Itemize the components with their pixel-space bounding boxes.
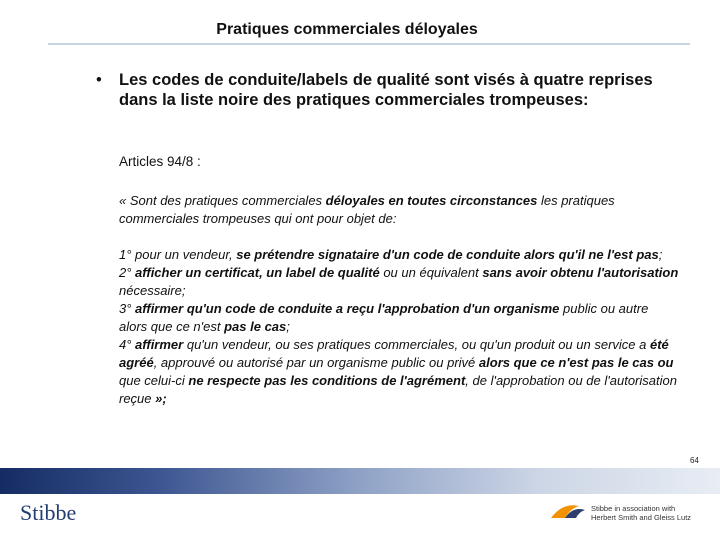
item-emphasis: affirmer qu'un code de conduite a reçu l'approbation d'un organisme [135, 301, 560, 316]
item-emphasis: alors que ce n'est pas le cas ou [478, 355, 674, 370]
partner-logo-icon [549, 500, 587, 522]
footer-gradient-bar [0, 468, 720, 494]
item-text: 1° pour un vendeur, [119, 247, 237, 262]
item-text: , de l'approbation ou de l'autorisation reçue [119, 373, 677, 406]
item-text: public ou autre alors que ce n'est [119, 301, 649, 334]
item-text: que celui-ci [119, 373, 189, 388]
item-emphasis: afficher un certificat, un label de qualité [135, 265, 380, 280]
bullet-icon: • [96, 71, 102, 89]
item-text: ou un équivalent [379, 265, 483, 280]
item-emphasis: affirmer [135, 337, 184, 352]
quote-emphasis: déloyales en toutes circonstances [325, 193, 538, 208]
bullet-text: Les codes de conduite/labels de qualité sont visés à quatre reprises dans la liste noire des pratiques commerciales trompeuses: [119, 71, 653, 109]
item-text: ; [658, 247, 663, 262]
item-emphasis: ne respecte pas les conditions de l'agrément [188, 373, 466, 388]
item-text: 2° [119, 265, 136, 280]
quote-text: « Sont des pratiques commerciales [119, 193, 326, 208]
list-item-2 [119, 264, 679, 300]
stibbe-logo: Stibbe [20, 500, 77, 525]
list-item-1 [119, 246, 679, 264]
slide-title: Pratiques commerciales déloyales [216, 21, 478, 38]
item-emphasis: »; [155, 391, 167, 406]
item-text: nécessaire; [119, 283, 186, 298]
title-underline [48, 43, 690, 45]
page-number: 64 [690, 456, 699, 465]
item-text: , approuvé ou autorisé par un organisme public ou privé [153, 355, 479, 370]
main-bullet [96, 70, 656, 110]
list-item-4 [119, 336, 679, 408]
item-text: qu'un vendeur, ou ses pratiques commerciales, ou qu'un produit ou un service a [183, 337, 650, 352]
item-text: ; [286, 319, 290, 334]
item-emphasis: se prétendre signataire d'un code de conduite alors qu'il ne l'est pas [236, 247, 659, 262]
articles-label: Articles 94/8 : [119, 154, 201, 169]
footer-association-text [591, 504, 691, 522]
footer-line-1: Stibbe in association with [591, 504, 676, 513]
item-emphasis: sans avoir obtenu l'autorisation [482, 265, 679, 280]
quote-paragraph [119, 192, 679, 228]
footer-line-2: Herbert Smith and Gleiss Lutz [591, 513, 692, 522]
item-text: 4° [119, 337, 136, 352]
enumerated-list [119, 246, 679, 408]
item-text: 3° [119, 301, 136, 316]
list-item-3 [119, 300, 679, 336]
item-emphasis: pas le cas [224, 319, 287, 334]
item-emphasis: été agréé [119, 337, 669, 370]
quote-text-end: les pratiques commerciales trompeuses qui ont pour objet de: [119, 193, 615, 226]
